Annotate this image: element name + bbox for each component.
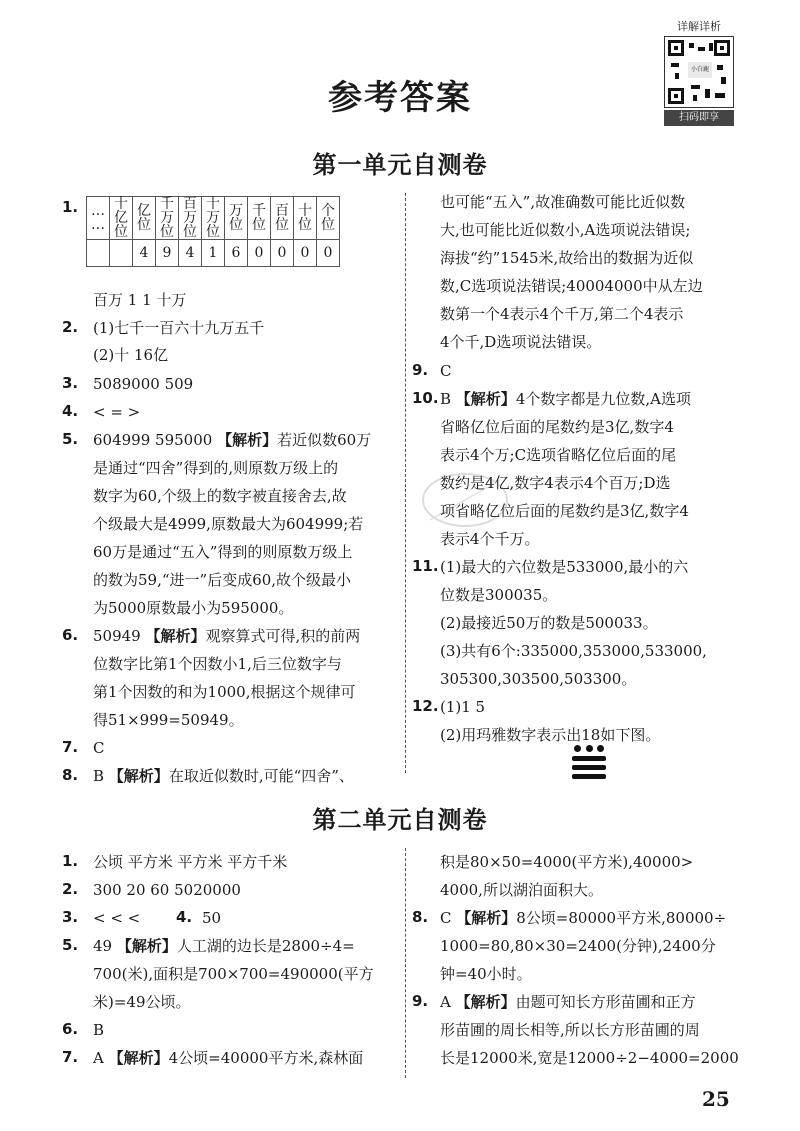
s2-q7-number: 7. bbox=[62, 1048, 79, 1066]
s1-q5-line: 是通过“四舍”得到的,则原数万级上的 bbox=[93, 459, 339, 477]
s2-q8-line: 钟=40小时。 bbox=[440, 965, 532, 983]
s2-q8-number: 8. bbox=[412, 908, 429, 926]
s1-q5-line: 的数为59,“进一”后变成60,故个级最小 bbox=[93, 571, 352, 589]
pv-value-5: 1 bbox=[202, 240, 225, 267]
s1-q11-line: 305300,303500,503300。 bbox=[440, 670, 637, 688]
s1-q6-line: 第1个因数的和为1000,根据这个规律可 bbox=[93, 683, 356, 701]
mayan-numeral-18 bbox=[572, 745, 606, 783]
qr-logo: 小白鹿 bbox=[688, 62, 712, 78]
page-number: 25 bbox=[702, 1087, 730, 1111]
s2-q8-first-line: C 【解析】8公顷=80000平方米,80000÷ bbox=[440, 909, 727, 927]
s1-q7-number: 7. bbox=[62, 738, 79, 756]
s1-q5-line: 个级最大是4999,原数最大为604999;若 bbox=[93, 515, 364, 533]
s2-q5-first-line: 49 【解析】人工湖的边长是2800÷4= bbox=[93, 937, 355, 955]
s1-q11-line: (3)共有6个:335000,353000,533000, bbox=[440, 642, 707, 660]
pv-value-8: 0 bbox=[271, 240, 294, 267]
s1-q1-number: 1. bbox=[62, 198, 79, 216]
s1-q5-line: 为5000原数最小为595000。 bbox=[93, 599, 294, 617]
s1-q5-line: 数字为60,个级上的数字被直接舍去,故 bbox=[93, 487, 347, 505]
s1-q9-answer: C bbox=[440, 362, 452, 380]
s1-q12-line: (1)1 5 bbox=[440, 698, 486, 716]
pv-head-0: … … bbox=[87, 197, 110, 240]
s2-q4-number: 4. bbox=[176, 908, 193, 926]
pv-head-1: 十亿 位 bbox=[110, 197, 133, 240]
s2-q1-answer: 公顷 平方米 平方米 平方千米 bbox=[93, 853, 288, 871]
s2-q5-number: 5. bbox=[62, 936, 79, 954]
pv-value-9: 0 bbox=[294, 240, 317, 267]
s1-q10-line: 数约是4亿,数字4表示4个百万;D选 bbox=[440, 474, 671, 492]
s2-q7-cont-line: 积是80×50=4000(平方米),40000> bbox=[440, 853, 694, 871]
s2-q6-answer: B bbox=[93, 1021, 105, 1039]
s2-q4-answer: 50 bbox=[202, 909, 222, 927]
column-divider-1 bbox=[405, 193, 406, 773]
qr-caption: 扫码即享 bbox=[664, 110, 734, 126]
s1-q8-cont-line: 数,C选项说法错误;40004000中从左边 bbox=[440, 277, 703, 295]
pv-head-7: 千 位 bbox=[248, 197, 271, 240]
s1-q12-line: (2)用玛雅数字表示出18如下图。 bbox=[440, 726, 661, 744]
s1-q2-number: 2. bbox=[62, 318, 79, 336]
s1-q10-line: 表示4个千万。 bbox=[440, 530, 540, 548]
s1-q3-answer: 5089000 509 bbox=[93, 375, 194, 393]
pv-value-2: 4 bbox=[133, 240, 156, 267]
s1-q2-line-2: (2)十 16亿 bbox=[93, 346, 169, 364]
s2-q2-number: 2. bbox=[62, 880, 79, 898]
s1-q6-number: 6. bbox=[62, 626, 79, 644]
s1-q8-cont-line: 4个千,D选项说法错误。 bbox=[440, 333, 602, 351]
pv-head-8: 百 位 bbox=[271, 197, 294, 240]
s2-q3-number: 3. bbox=[62, 908, 79, 926]
s1-q11-line: (2)最接近50万的数是500033。 bbox=[440, 614, 658, 632]
s1-q6-line: 位数字比第1个因数小1,后三位数字与 bbox=[93, 655, 342, 673]
s1-q10-line: 表示4个万;C选项省略亿位后面的尾 bbox=[440, 446, 677, 464]
s1-q4-number: 4. bbox=[62, 402, 79, 420]
s1-q8-number: 8. bbox=[62, 766, 79, 784]
s1-q6-line: 得51×999=50949。 bbox=[93, 711, 244, 729]
s1-q10-line: 项省略亿位后面的尾数约是3亿,数字4 bbox=[440, 502, 689, 520]
s1-q7-answer: C bbox=[93, 739, 105, 757]
s2-q9-first-line: A 【解析】由题可知长方形苗圃和正方 bbox=[440, 993, 696, 1011]
pv-value-1 bbox=[110, 240, 133, 267]
s1-q11-line: 位数是300035。 bbox=[440, 586, 558, 604]
s1-q1-answer: 百万 1 1 十万 bbox=[93, 291, 187, 309]
pv-head-6: 万 位 bbox=[225, 197, 248, 240]
place-value-table bbox=[86, 196, 340, 267]
s1-q10-first-line: B 【解析】4个数字都是九位数,A选项 bbox=[440, 390, 691, 408]
s2-q3-answer: < < < bbox=[93, 909, 141, 927]
s1-q8-cont-line: 海拔“约”1545米,故给出的数据为近似 bbox=[440, 249, 694, 267]
s2-q9-number: 9. bbox=[412, 992, 429, 1010]
pv-value-6: 6 bbox=[225, 240, 248, 267]
pv-head-3: 千万 位 bbox=[156, 197, 179, 240]
s2-q9-line: 长是12000米,宽是12000÷2−4000=2000 bbox=[440, 1049, 739, 1067]
pv-value-0 bbox=[87, 240, 110, 267]
s2-q6-number: 6. bbox=[62, 1020, 79, 1038]
qr-label: 详解详析 bbox=[677, 20, 721, 33]
pv-head-9: 十 位 bbox=[294, 197, 317, 240]
pv-value-7: 0 bbox=[248, 240, 271, 267]
s1-q6-first-line: 50949 【解析】观察算式可得,积的前两 bbox=[93, 627, 361, 645]
s2-q9-line: 形苗圃的周长相等,所以长方形苗圃的周 bbox=[440, 1021, 700, 1039]
s2-q2-answer: 300 20 60 5020000 bbox=[93, 881, 241, 899]
s1-q8-cont-line: 大,也可能比近似数小,A选项说法错误; bbox=[440, 221, 691, 239]
s1-q9-number: 9. bbox=[412, 361, 429, 379]
pv-value-3: 9 bbox=[156, 240, 179, 267]
s2-q7-cont-line: 4000,所以湖泊面积大。 bbox=[440, 881, 603, 899]
s1-q11-number: 11. bbox=[412, 557, 439, 575]
page-title: 参考答案 bbox=[328, 78, 472, 118]
pv-head-2: 亿 位 bbox=[133, 197, 156, 240]
s1-q12-number: 12. bbox=[412, 697, 439, 715]
column-divider-2 bbox=[405, 848, 406, 1078]
pv-head-5: 十万 位 bbox=[202, 197, 225, 240]
s1-q4-answer: < = > bbox=[93, 403, 141, 421]
s2-q1-number: 1. bbox=[62, 852, 79, 870]
s1-q5-line: 60万是通过“五入”得到的则原数万级上 bbox=[93, 543, 353, 561]
s1-q8-first-line: B 【解析】在取近似数时,可能“四舍”、 bbox=[93, 767, 354, 785]
pv-head-4: 百万 位 bbox=[179, 197, 202, 240]
watermark-stamp bbox=[420, 470, 510, 530]
pv-value-4: 4 bbox=[179, 240, 202, 267]
s2-q7-first-line: A 【解析】4公顷=40000平方米,森林面 bbox=[93, 1049, 364, 1067]
s1-q2-line-1: (1)七千一百六十九万五千 bbox=[93, 319, 265, 337]
s1-q3-number: 3. bbox=[62, 374, 79, 392]
pv-value-10: 0 bbox=[317, 240, 340, 267]
s1-q8-cont-line: 也可能“五入”,故准确数可能比近似数 bbox=[440, 193, 686, 211]
s1-q10-line: 省略亿位后面的尾数约是3亿,数字4 bbox=[440, 418, 674, 436]
s2-q8-line: 1000=80,80×30=2400(分钟),2400分 bbox=[440, 937, 716, 955]
s2-q5-line: 米)=49公顷。 bbox=[93, 993, 191, 1011]
s1-q11-line: (1)最大的六位数是533000,最小的六 bbox=[440, 558, 689, 576]
s1-q10-number: 10. bbox=[412, 389, 439, 407]
section-2-title: 第二单元自测卷 bbox=[312, 806, 488, 834]
pv-head-10: 个 位 bbox=[317, 197, 340, 240]
section-1-title: 第一单元自测卷 bbox=[312, 151, 488, 179]
s2-q5-line: 700(米),面积是700×700=490000(平方 bbox=[93, 965, 374, 983]
s1-q8-cont-line: 数第一个4表示4个千万,第二个4表示 bbox=[440, 305, 684, 323]
s1-q5-first-line: 604999 595000 【解析】若近似数60万 bbox=[93, 431, 372, 449]
s1-q5-number: 5. bbox=[62, 430, 79, 448]
